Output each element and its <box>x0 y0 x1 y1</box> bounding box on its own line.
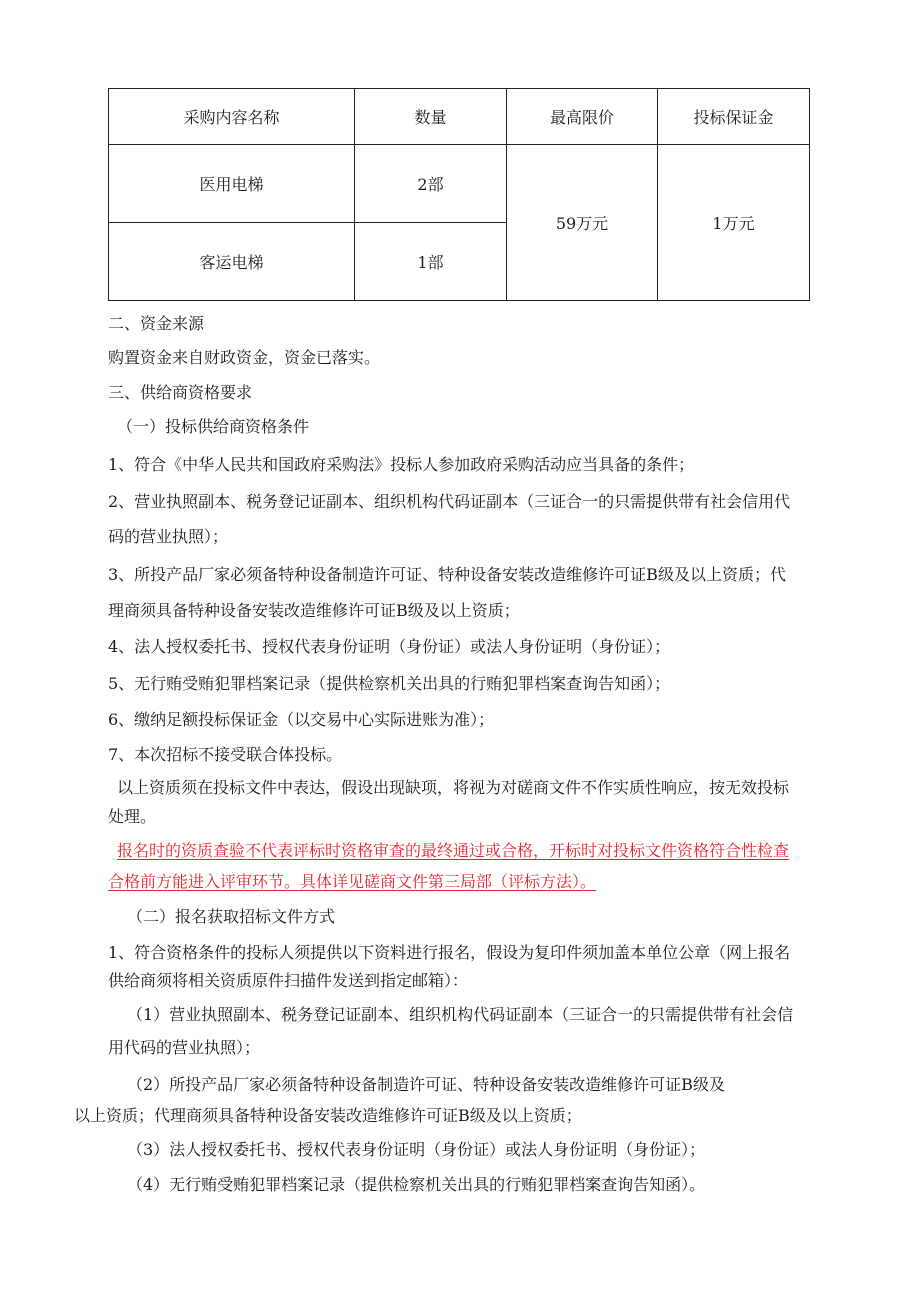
section-heading-qualifications: 三、供给商资格要求 <box>108 383 253 402</box>
highlighted-notice: 报名时的资质查验不代表评标时资格审查的最终通过或合格，开标时对投标文件资格符合性检查 <box>117 841 790 860</box>
paragraph: 购置资金来自财政资金，资金已落实。 <box>108 348 381 367</box>
list-item: 1、符合资格条件的投标人须提供以下资料进行报名，假设为复印件须加盖本单位公章（网上报名 <box>108 943 791 962</box>
header-cell-max-price: 最高限价 <box>507 89 658 145</box>
sub-list-item: （1）营业执照副本、税务登记证副本、组织机构代码证副本（三证合一的只需提供带有社会信 <box>127 1005 794 1024</box>
list-item-continuation: 理商须具备特种设备安装改造维修许可证B级及以上资质； <box>108 601 520 620</box>
cell-max-price: 59万元 <box>507 145 658 301</box>
list-item: 6、缴纳足额投标保证金（以交易中心实际进账为准）； <box>108 710 495 729</box>
header-cell-item: 采购内容名称 <box>109 89 355 145</box>
list-item: 4、法人授权委托书、授权代表身份证明（身份证）或法人身份证明（身份证）； <box>108 637 671 656</box>
paragraph-continuation: 处理。 <box>108 807 157 826</box>
highlighted-notice-continuation: 合格前方能进入评审环节。具体详见磋商文件第三局部（评标方法）。 <box>108 872 597 891</box>
cell-qty-passenger-elevator: 1部 <box>355 223 507 301</box>
list-item: 5、无行贿受贿犯罪档案记录（提供检察机关出具的行贿犯罪档案查询告知函）； <box>108 674 671 693</box>
subsection-heading: （一）投标供给商资格条件 <box>117 417 310 436</box>
list-item-continuation: 供给商须将相关资质原件扫描件发送到指定邮箱）： <box>108 971 469 990</box>
cell-deposit: 1万元 <box>658 145 810 301</box>
procurement-table <box>108 88 810 301</box>
sub-list-item: （3）法人授权委托书、授权代表身份证明（身份证）或法人身份证明（身份证）； <box>127 1140 706 1159</box>
list-item-continuation: 码的营业执照）； <box>108 527 229 546</box>
paragraph: 以上资质须在投标文件中表达，假设出现缺项，将视为对磋商文件不作实质性响应，按无效投标 <box>117 778 790 797</box>
sub-list-item: （4）无行贿受贿犯罪档案记录（提供检察机关出具的行贿犯罪档案查询告知函）。 <box>127 1175 706 1194</box>
list-item: 3、所投产品厂家必须备特种设备制造许可证、特种设备安装改造维修许可证B级及以上资质；代 <box>108 565 786 584</box>
list-item: 2、营业执照副本、税务登记证副本、组织机构代码证副本（三证合一的只需提供带有社会信用代 <box>108 492 791 511</box>
header-cell-qty: 数量 <box>355 89 507 145</box>
list-item: 7、本次招标不接受联合体投标。 <box>108 745 343 764</box>
section-heading-funding: 二、资金来源 <box>108 314 205 333</box>
subsection-heading: （二）报名获取招标文件方式 <box>127 907 336 926</box>
header-cell-deposit: 投标保证金 <box>658 89 810 145</box>
list-item: 1、符合《中华人民共和国政府采购法》投标人参加政府采购活动应当具备的条件； <box>108 455 695 474</box>
cell-qty-medical-elevator: 2部 <box>355 145 507 223</box>
sub-list-item-continuation: 用代码的营业执照）； <box>108 1038 261 1057</box>
cell-item-medical-elevator: 医用电梯 <box>109 145 355 223</box>
cell-item-passenger-elevator: 客运电梯 <box>109 223 355 301</box>
sub-list-item-continuation: 以上资质；代理商须具备特种设备安装改造维修许可证B级及以上资质； <box>74 1106 582 1125</box>
sub-list-item: （2）所投产品厂家必须备特种设备制造许可证、特种设备安装改造维修许可证B级及 <box>127 1075 725 1094</box>
